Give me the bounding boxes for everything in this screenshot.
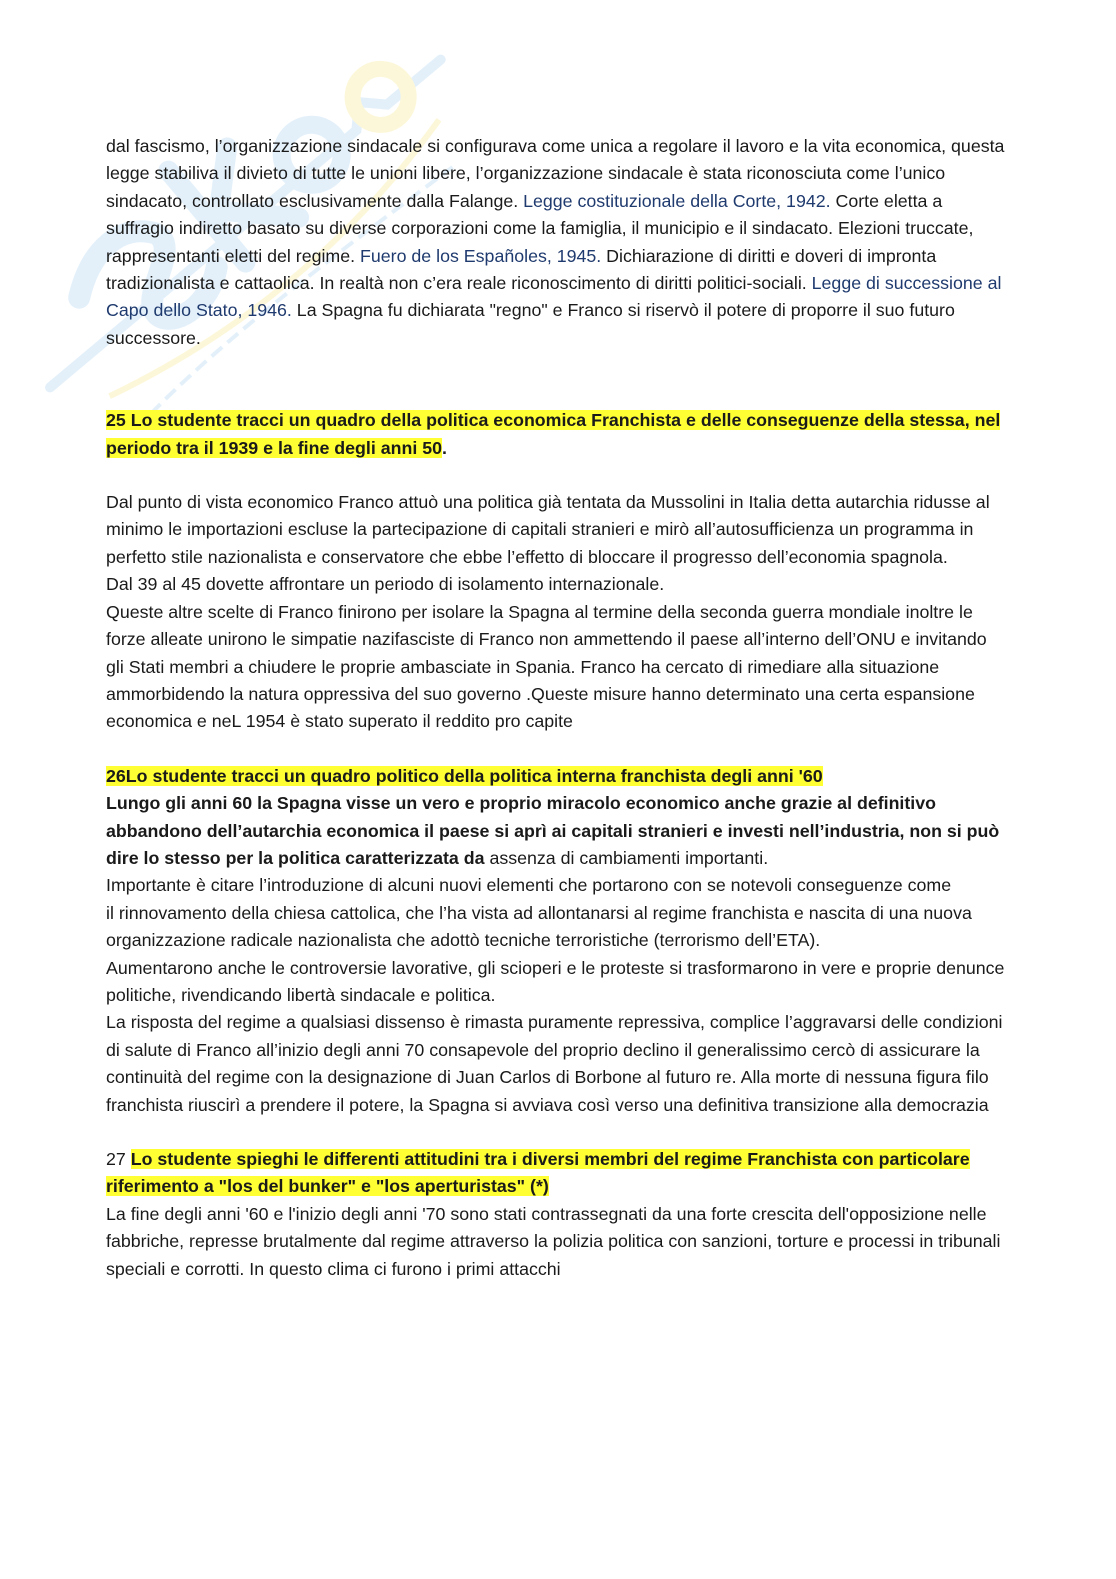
- intro-paragraph: [106, 133, 1006, 352]
- q26-text-rest: assenza di cambiamenti importanti.: [484, 847, 769, 868]
- intro-text-c: Dichiarazione di diritti e doveri di impronta tradizionalista e cattaolica. In realtà non c’era reale riconoscimento di diritti politici-sociali.: [106, 245, 937, 294]
- q25-paragraph-2: Dal 39 al 45 dovette affrontare un periodo di isolamento internazionale.: [106, 574, 665, 595]
- intro-text-b: Corte eletta a suffragio indiretto basato su diverse corporazioni come la famiglia, il municipio e il sindacato. Elezioni truccate, rappresentanti eletti del regime.: [106, 190, 974, 266]
- q25-paragraph-3: Queste altre scelte di Franco finirono per isolare la Spagna al termine della seconda guerra mondiale inoltre le forze alleate unirono le simpatie nazifasciste di Franco non ammettendo il paese all’interno dell’ONU e invitando gli Stati membri a chiudere le proprie ambasciate in Spania. Franco ha cercato di rimediare alla situazione ammorbidendo la natura oppressiva del suo governo .Queste misure hanno determinato una certa espansione economica e neL 1954 è stato superato il reddito pro capite: [106, 601, 987, 732]
- question-26-title: 26Lo studente tracci un quadro politico della politica interna franchista degli anni '60: [106, 765, 823, 786]
- q26-paragraph-3: il rinnovamento della chiesa cattolica, che l’ha vista ad allontanarsi al regime franchista e nascita di una nuova organizzazione radicale nazionalista che adottò tecniche terroristiche (terrorismo dell’ETA).: [106, 902, 972, 951]
- law-reference-fuero: Fuero de los Españoles, 1945.: [360, 245, 602, 266]
- question-26-heading: [106, 763, 1006, 790]
- q26-paragraph-4: Aumentarono anche le controversie lavorative, gli scioperi e le proteste si trasformarono in vere e proprie denunce politiche, rivendicando libertà sindacale e politica.: [106, 957, 1005, 1005]
- intro-text-d: La Spagna fu dichiarata "regno" e Franco si riservò il potere di proporre il suo futuro successore.: [106, 300, 955, 348]
- law-reference-successione: Legge di successione al Capo dello Stato, 1946.: [106, 273, 1002, 321]
- law-reference-corte: Legge costituzionale della Corte, 1942.: [523, 190, 831, 211]
- q27-paragraph-1: La fine degli anni '60 e l'inizio degli anni '70 sono stati contrassegnati da una forte crescita dell'opposizione nelle fabbriche, represse brutalmente dal regime attraverso la polizia politica con sanzioni, torture e processi in tribunali speciali e corrotti. In questo clima ci furono i primi attacchi: [106, 1203, 1001, 1279]
- question-27-title: Lo studente spieghi le differenti attitudini tra i diversi membri del regime Franchista con particolare riferimento a "los del bunker" e "los aperturistas" (*): [106, 1149, 970, 1197]
- q26-bold-text: Lungo gli anni 60 la Spagna visse un vero e proprio miracolo economico anche grazie al definitivo abbandono dell’autarchia economica il paese si aprì ai capitali stranieri e investi nell’industria, non si può dire lo stesso per la politica caratterizzata da: [106, 793, 1000, 868]
- question-25-title: 25 Lo studente tracci un quadro della politica economica Franchista e delle conseguenze della stessa, nel periodo tra il 1939 e la fine degli anni 50: [106, 410, 1001, 458]
- question-25-heading: [106, 407, 1006, 462]
- intro-text-a: dal fascismo, l’organizzazione sindacale si configurava come unica a regolare il lavoro e la vita economica, questa legge stabiliva il divieto di tutte le unioni libere, l’organizzazione sindacale è stata riconosciuta come l’unico sindacato, controllato esclusivamente dalla Falange.: [106, 136, 1005, 211]
- q26-paragraph-5: La risposta del regime a qualsiasi dissenso è rimasta puramente repressiva, complice l’aggravarsi delle condizioni di salute di Franco all’inizio degli anni 70 consapevole del proprio declino il generalissimo cercò di assicurare la continuità del regime con la designazione di Juan Carlos di Borbone al futuro re. Alla morte di nessuna figura filo franchista riuscirì a prendere il potere, la Spagna si avviava così verso una definitiva transizione alla democrazia: [106, 1012, 1003, 1115]
- document-page: [106, 133, 1006, 1283]
- q26-paragraph-1: [106, 790, 1006, 872]
- question-27-heading: [106, 1146, 1006, 1201]
- question-27-number: 27: [106, 1149, 131, 1169]
- question-25-title-end: .: [441, 437, 447, 458]
- q25-paragraph-1: Dal punto di vista economico Franco attuò una politica già tentata da Mussolini in Italia detta autarchia ridusse al minimo le importazioni escluse la partecipazione di capitali stranieri e mirò all’autosufficienza un programma in perfetto stile nazionalista e conservatore che ebbe l’effetto di bloccare il progresso dell’economia spagnola.: [106, 492, 990, 567]
- q26-paragraph-2: Importante è citare l’introduzione di alcuni nuovi elementi che portarono con se notevoli conseguenze come: [106, 875, 952, 896]
